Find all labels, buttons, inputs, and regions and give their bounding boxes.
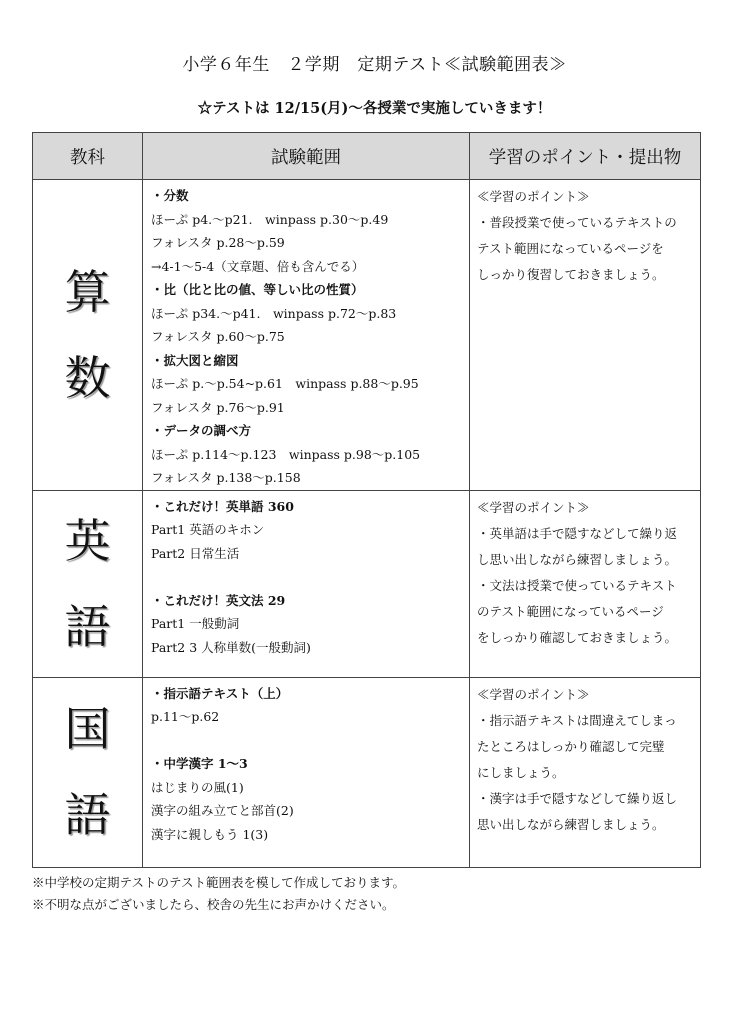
table-row-math (33, 180, 701, 491)
range-line: フォレスタ p.28～p.59 (151, 235, 285, 250)
range-line: Part1 一般動詞 (151, 616, 240, 631)
page-title: 小学６年生 ２学期 定期テスト≪試験範囲表≫ (182, 55, 567, 75)
point-line: にしましょう。 (477, 764, 565, 780)
point-line: ・指示語テキストは間違えてしまっ (477, 712, 677, 728)
point-line: ・英単語は手で隠すなどして繰り返 (477, 525, 678, 541)
point-line: テスト範囲になっているページを (477, 241, 664, 256)
point-line: のテスト範囲になっているページ (477, 603, 664, 619)
range-line: ・これだけ！英単語 360 (151, 498, 294, 514)
subject-char: 英 (64, 513, 111, 568)
point-line: ≪学習のポイント≫ (477, 189, 590, 204)
point-cell (470, 490, 701, 677)
subject-cell (33, 180, 143, 491)
range-line: ほーぷ p.114～p.123 winpass p.98～p.105 (151, 446, 421, 462)
range-line: フォレスタ p.138～p.158 (151, 470, 301, 485)
point-line: し思い出しながら練習しましょう。 (477, 551, 678, 567)
point-line: しっかり復習しておきましょう。 (477, 267, 665, 282)
test-date-notice: ☆テストは 12/15(月)～各授業で実施していきます！ (197, 100, 552, 117)
exam-range-table (32, 132, 701, 868)
range-line: ほーぷ p4.～p21. winpass p.30～p.49 (151, 211, 389, 227)
range-line: Part1 英語のキホン (151, 522, 265, 537)
point-line: ・漢字は手で隠すなどして繰り返し (477, 790, 678, 806)
range-line: フォレスタ p.60～p.75 (151, 329, 285, 344)
range-line (151, 729, 463, 753)
range-line: Part2 日常生活 (151, 545, 240, 561)
range-line: ・指示語テキスト（上） (151, 685, 289, 701)
subject-char: 語 (64, 599, 111, 654)
range-line: 漢字に親しもう 1(3) (151, 826, 269, 842)
point-line: 思い出しながら練習しましょう。 (477, 816, 665, 832)
range-line: はじまりの風(1) (151, 779, 244, 795)
range-line: ・データの調べ方 (151, 423, 252, 438)
range-line: Part2 3 人称単数(一般動詞) (151, 639, 311, 655)
range-line: ・比（比と比の値、等しい比の性質） (151, 282, 364, 297)
header-point: 学習のポイント・提出物 (470, 133, 701, 180)
range-line: ほーぷ p.～p.54~p.61 winpass p.88～p.95 (151, 376, 419, 391)
range-line (151, 565, 463, 589)
subject-char: 国 (64, 702, 111, 756)
table-header-row (33, 133, 701, 180)
table-row-japanese (33, 677, 701, 867)
range-line: 漢字の組み立てと部首(2) (151, 803, 294, 818)
point-cell (470, 677, 701, 867)
range-line: ・分数 (151, 188, 189, 203)
range-cell (143, 180, 470, 491)
range-cell (143, 677, 470, 867)
table-row-english (33, 490, 701, 677)
footnotes (32, 872, 405, 916)
point-line: ・文法は授業で使っているテキスト (477, 577, 677, 593)
range-line: ほーぷ p34.～p41. winpass p.72～p.83 (151, 305, 397, 321)
subject-char: 数 (64, 350, 111, 405)
range-line: ・これだけ！英文法 29 (151, 592, 286, 608)
range-line: ・拡大図と縮図 (151, 352, 239, 368)
point-line: ・普段授業で使っているテキストの (477, 215, 677, 230)
point-line: ≪学習のポイント≫ (477, 686, 590, 702)
point-line: ≪学習のポイント≫ (477, 499, 590, 515)
point-line: をしっかり確認しておきましょう。 (477, 629, 678, 645)
header-subject: 教科 (33, 133, 143, 180)
subject-char: 算 (64, 264, 111, 319)
subject-char: 語 (64, 788, 111, 842)
point-cell (470, 180, 701, 491)
footnote: ※中学校の定期テストのテスト範囲表を模して作成しております。 (32, 875, 406, 890)
range-line: →4-1～5-4（文章題、倍も含んでる） (151, 258, 365, 274)
subject-cell (33, 677, 143, 867)
range-line: ・中学漢字 1～3 (151, 756, 248, 771)
range-line: フォレスタ p.76～p.91 (151, 399, 285, 415)
range-line: p.11～p.62 (151, 709, 220, 724)
subject-cell (33, 490, 143, 677)
point-line: たところはしっかり確認して完璧 (477, 738, 665, 754)
header-range: 試験範囲 (143, 133, 470, 180)
range-cell (143, 490, 470, 677)
footnote: ※不明な点がございましたら、校舎の先生にお声かけください。 (32, 897, 395, 912)
